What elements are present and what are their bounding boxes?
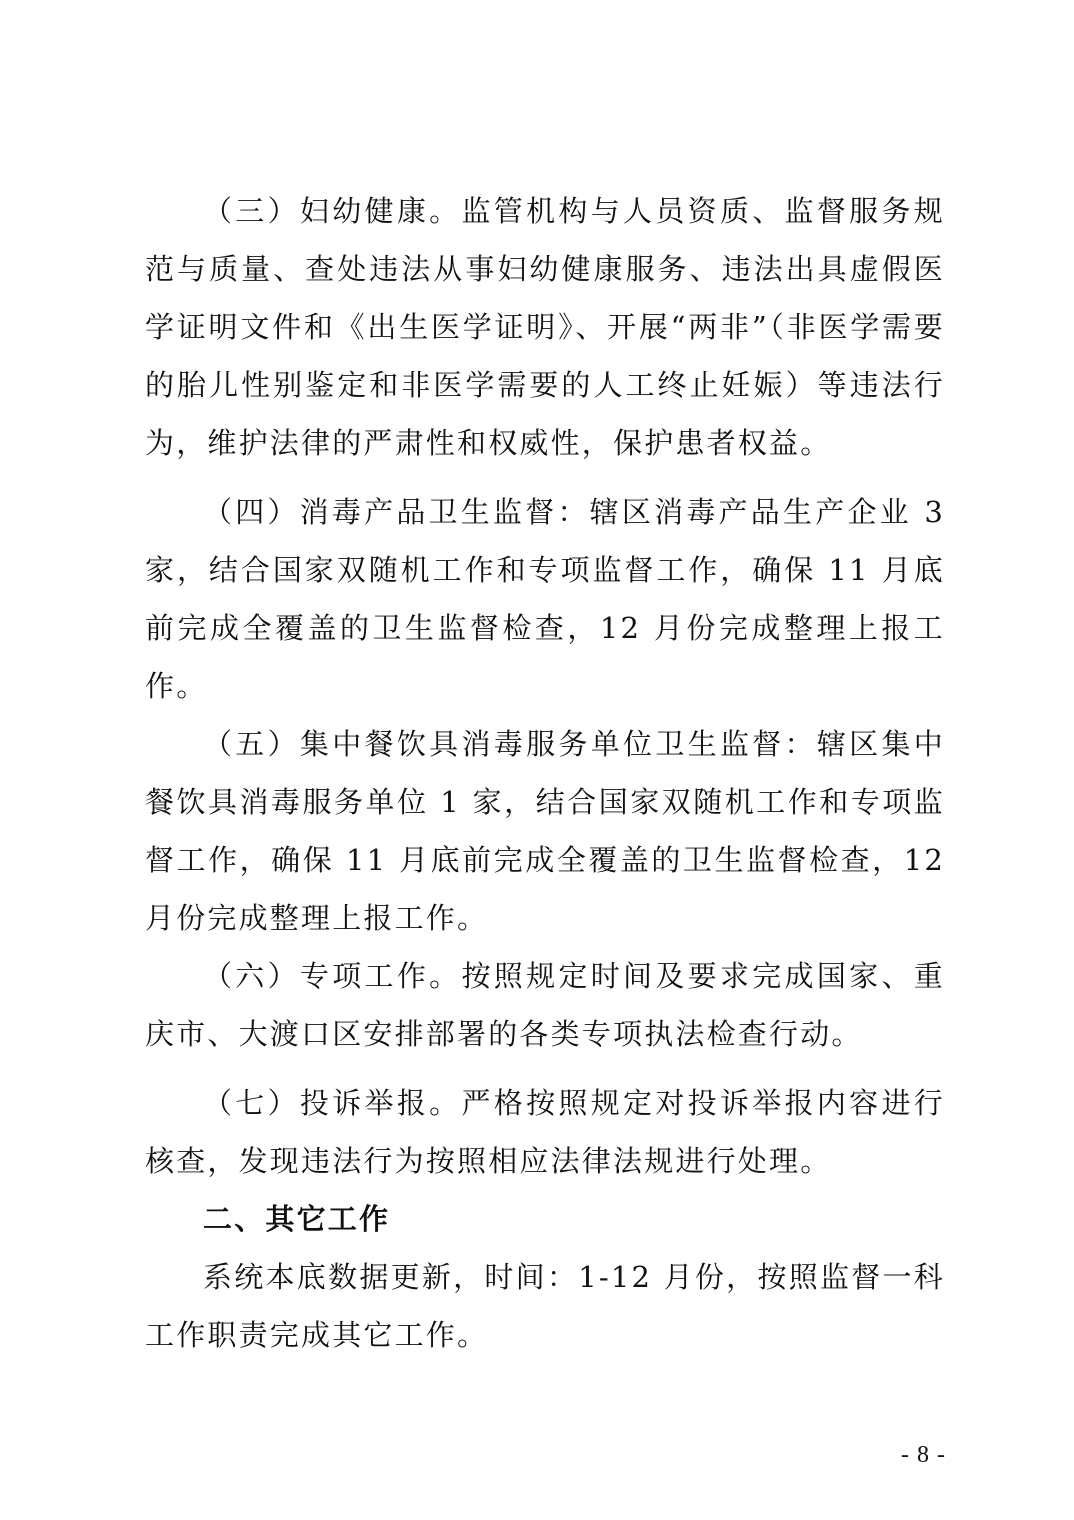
paragraph-maternal-child-health: （三）妇幼健康。监管机构与人员资质、监督服务规范与质量、查处违法从事妇幼健康服务、违法出具虚假医学证明文件和《出生医学证明》、开展“两非”（非医学需要的胎儿性别鉴定和非医学需要的人工终止妊娠）等违法行为，维护法律的严肃性和权威性，保护患者权益。 — [145, 194, 945, 460]
paragraph-tableware-disinfection: （五）集中餐饮具消毒服务单位卫生监督：辖区集中餐饮具消毒服务单位 1 家，结合国家双随机工作和专项监督工作，确保 11 月底前完成全覆盖的卫生监督检查，12 月份完成整理上报工作。 — [145, 727, 945, 935]
paragraph-complaints: （七）投诉举报。严格按照规定对投诉举报内容进行核查，发现违法行为按照相应法律法规进行处理。 — [145, 1086, 945, 1178]
section-heading-other-work: 二、其它工作 — [203, 1202, 391, 1236]
document-body — [145, 182, 945, 1364]
paragraph-other-work: 系统本底数据更新，时间：1-12 月份，按照监督一科工作职责完成其它工作。 — [145, 1260, 945, 1352]
paragraph-disinfection-products: （四）消毒产品卫生监督：辖区消毒产品生产企业 3 家，结合国家双随机工作和专项监督工作，确保 11 月底前完成全覆盖的卫生监督检查，12 月份完成整理上报工作。 — [145, 495, 945, 703]
page-number: - 8 - — [901, 1442, 946, 1468]
paragraph-special-work: （六）专项工作。按照规定时间及要求完成国家、重庆市、大渡口区安排部署的各类专项执法检查行动。 — [145, 959, 945, 1051]
